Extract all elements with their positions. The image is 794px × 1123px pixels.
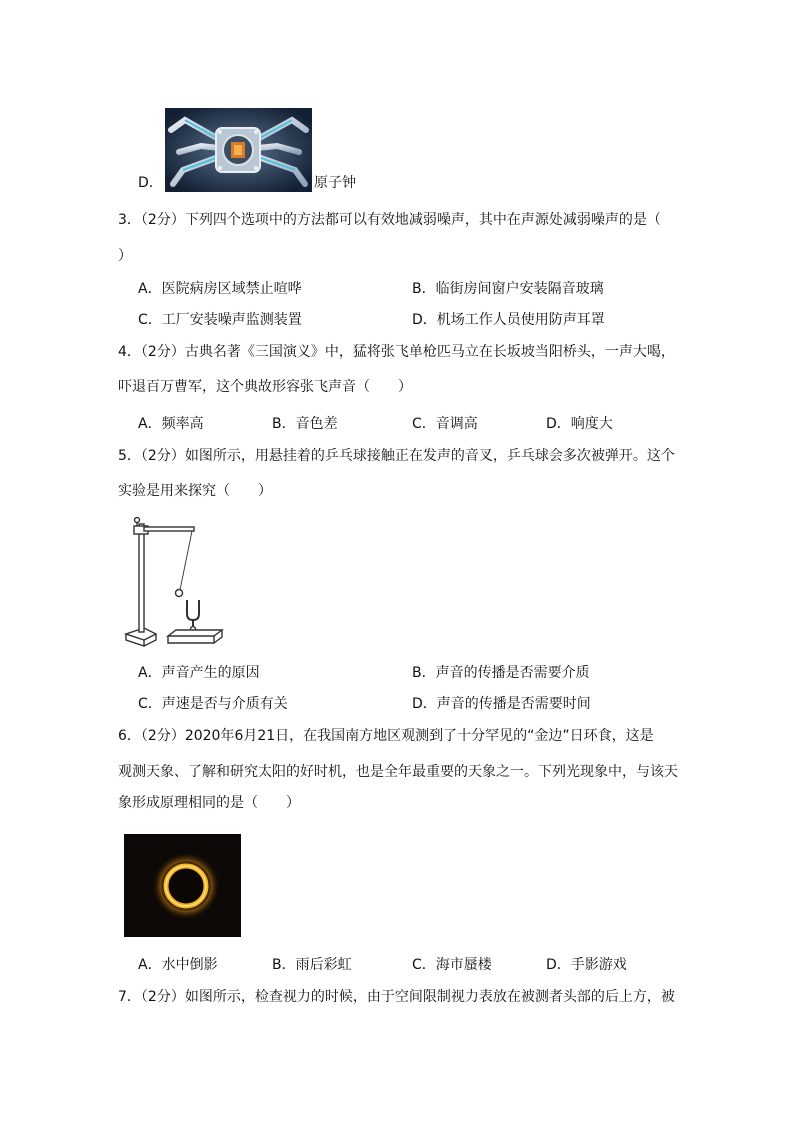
question-4-stem-cont: 吓退百万曹军，这个典故形容张飞声音（ ） <box>118 379 412 395</box>
question-6-stem-cont-2: 象形成原理相同的是（ ） <box>118 795 300 811</box>
question-6-option-b[interactable]: B．雨后彩虹 <box>272 957 352 973</box>
atomic-clock-image <box>165 108 312 192</box>
question-5-stem-cont: 实验是用来探究（ ） <box>118 483 272 499</box>
question-text: 如图所示，检查视力的时候，由于空间限制视力表放在被测者头部的后上方，被 <box>184 989 675 1005</box>
tuning-fork-apparatus-image <box>122 516 228 650</box>
annular-eclipse-image <box>124 834 241 937</box>
question-number: 6．（2分） <box>118 728 185 744</box>
question-4-option-b[interactable]: B．音色差 <box>272 416 338 432</box>
question-6-option-d[interactable]: D．手影游戏 <box>546 957 627 973</box>
question-number: 4．（2分） <box>118 344 185 360</box>
question-text: 下列四个选项中的方法都可以有效地减弱噪声，其中在声源处减弱噪声的是（ <box>184 212 661 228</box>
question-3-option-d[interactable]: D．机场工作人员使用防声耳罩 <box>412 312 605 328</box>
question-3-option-c[interactable]: C．工厂安装噪声监测装置 <box>138 312 302 328</box>
question-6-option-a[interactable]: A．水中倒影 <box>138 957 218 973</box>
question-4-stem <box>118 342 675 362</box>
question-4-option-c[interactable]: C．音调高 <box>412 416 478 432</box>
question-5-option-c[interactable]: C．声速是否与介质有关 <box>138 696 288 712</box>
question-3-stem-cont: ） <box>118 248 132 264</box>
question-5-option-d[interactable]: D．声音的传播是否需要时间 <box>412 696 591 712</box>
question-text: 如图所示，用悬挂着的乒乓球接触正在发声的音叉，乒乓球会多次被弹开。这个 <box>184 448 675 464</box>
question-4-option-a[interactable]: A．频率高 <box>138 416 204 432</box>
atomic-clock-caption: 原子钟 <box>314 175 356 191</box>
question-text: 2020年6月21日，在我国南方地区观测到了十分罕见的“金边”日环食，这是 <box>184 728 654 744</box>
question-6-stem-cont-1: 观测天象、了解和研究太阳的好时机，也是全年最重要的天象之一。下列光现象中，与该天 <box>118 764 678 780</box>
question-4-option-d[interactable]: D．响度大 <box>546 416 613 432</box>
question-7-stem <box>118 987 675 1007</box>
question-3-option-b[interactable]: B．临街房间窗户安装隔音玻璃 <box>412 281 604 297</box>
question-6-option-c[interactable]: C．海市蜃楼 <box>412 957 492 973</box>
question-5-option-b[interactable]: B．声音的传播是否需要介质 <box>412 665 590 681</box>
question-3-stem <box>118 210 661 230</box>
question-6-stem <box>118 726 654 746</box>
question-number: 5．（2分） <box>118 448 185 464</box>
question-number: 3．（2分） <box>118 212 185 228</box>
question-text: 古典名著《三国演义》中，猛将张飞单枪匹马立在长坂坡当阳桥头，一声大喝， <box>184 344 675 360</box>
question-5-stem <box>118 446 675 466</box>
question-3-option-a[interactable]: A．医院病房区域禁止喧哗 <box>138 281 302 297</box>
option-d-label: D． <box>138 175 163 191</box>
question-5-option-a[interactable]: A．声音产生的原因 <box>138 665 260 681</box>
question-number: 7．（2分） <box>118 989 185 1005</box>
